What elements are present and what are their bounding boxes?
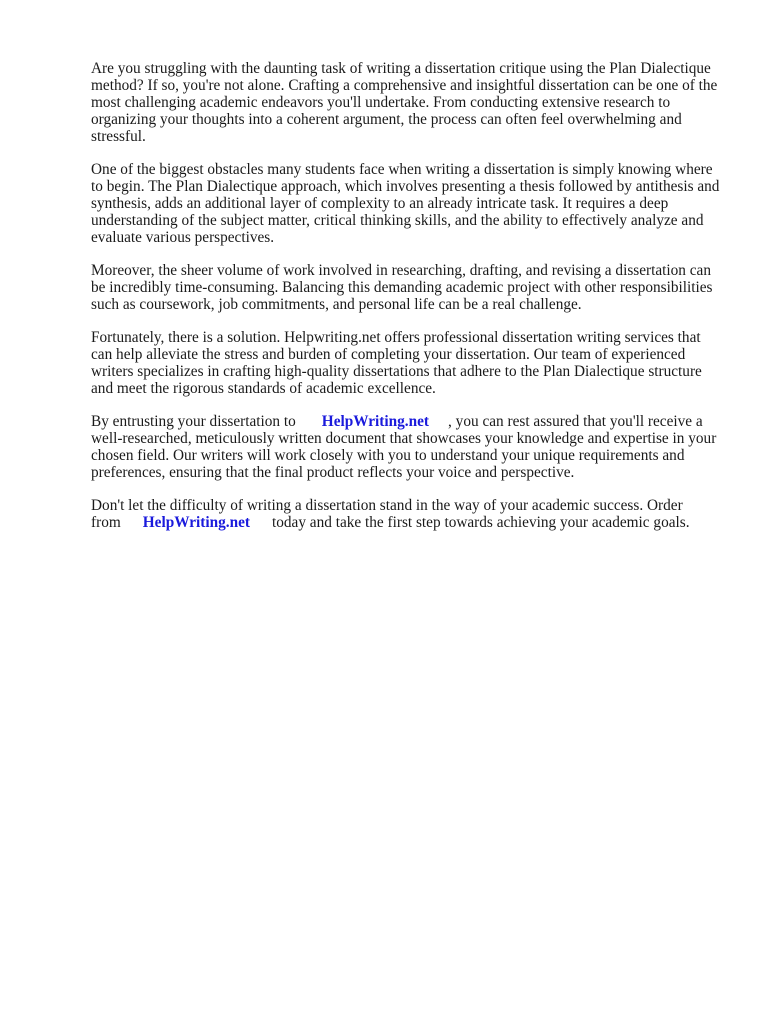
paragraph-entrusting-before: By entrusting your dissertation to: [91, 413, 296, 430]
paragraph-entrusting: [91, 413, 723, 481]
paragraph-order: [91, 497, 723, 531]
paragraph-entrusting-after: , you can rest assured that you'll receive a well-researched, meticulously written document that showcases your knowledge and expertise in your chosen field. Our writers will work closely with you to understand your unique requirements and preferences, ensuring that the final product reflects your voice and perspective.: [91, 413, 717, 481]
paragraph-intro: Are you struggling with the daunting task of writing a dissertation critique using the Plan Dialectique method? If so, you're not alone. Crafting a comprehensive and insightful dissertation can be one of the most challenging academic endeavors you'll undertake. From conducting extensive research to organizing your thoughts into a coherent argument, the process can often feel overwhelming and stressful.: [91, 60, 718, 145]
paragraph-order-after: today and take the first step towards achieving your academic goals.: [271, 514, 690, 531]
paragraph-solution: Fortunately, there is a solution. Helpwriting.net offers professional dissertation writing services that can help alleviate the stress and burden of completing your dissertation. Our team of experienced writers specializes in crafting high-quality dissertations that adhere to the Plan Dialectique structure and meet the rigorous standards of academic excellence.: [91, 329, 702, 397]
document-body: [91, 60, 723, 547]
paragraph-obstacles: One of the biggest obstacles many students face when writing a dissertation is simply knowing where to begin. The Plan Dialectique approach, which involves presenting a thesis followed by antithesis and synthesis, adds an additional layer of complexity to an already intricate task. It requires a deep understanding of the subject matter, critical thinking skills, and the ability to effectively analyze and evaluate various perspectives.: [91, 161, 720, 246]
paragraph-order-before: Don't let the difficulty of writing a dissertation stand in the way of your academic success. Order from: [91, 497, 683, 531]
helpwriting-order-link[interactable]: HelpWriting.net: [142, 514, 250, 531]
helpwriting-link[interactable]: HelpWriting.net: [321, 413, 430, 430]
paragraph-workload: Moreover, the sheer volume of work involved in researching, drafting, and revising a dissertation can be incredibly time-consuming. Balancing this demanding academic project with other responsibilities such as coursework, job commitments, and personal life can be a real challenge.: [91, 262, 713, 313]
